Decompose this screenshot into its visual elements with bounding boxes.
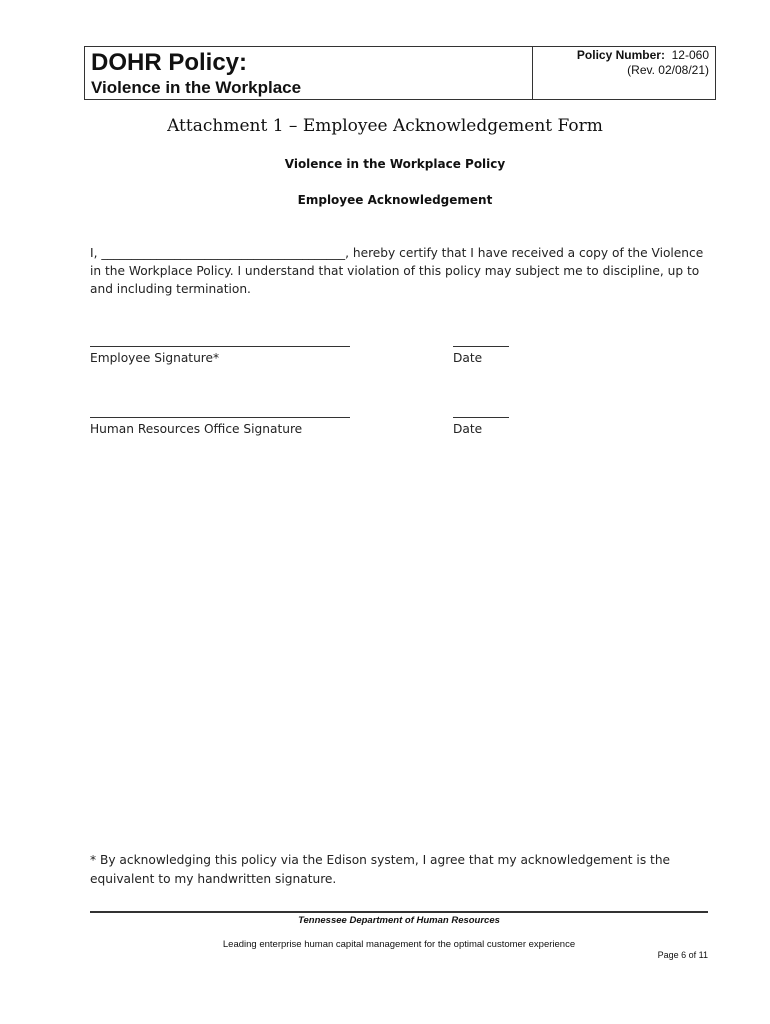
policy-number: 12-060 xyxy=(671,48,709,62)
signature-footnote: * By acknowledging this policy via the Edison system, I agree that my acknowledgement is the equivalent to my handwritten signature. xyxy=(90,853,671,886)
policy-header xyxy=(84,46,716,100)
policy-number-cell xyxy=(577,48,709,78)
page-number: Page 6 of 11 xyxy=(657,950,708,960)
section-title: Employee Acknowledgement xyxy=(297,193,493,207)
footer-tagline: Leading enterprise human capital management for the optimal customer experience xyxy=(222,939,576,950)
certification-statement: I, ________________________________________, hereby certify that I have received a copy of the Violence in the Workplace Policy. I understand that violation of this policy may subject me to discipline, up to and including termination. xyxy=(90,246,704,296)
hr-date-line[interactable] xyxy=(453,417,509,418)
policy-heading: DOHR Policy: xyxy=(91,49,248,76)
employee-date-label: Date xyxy=(453,351,483,365)
hr-signature-label: Human Resources Office Signature xyxy=(90,422,303,436)
hr-date-label: Date xyxy=(453,422,483,436)
employee-signature-line[interactable] xyxy=(90,346,350,347)
footer-divider xyxy=(90,911,708,913)
hr-signature-line[interactable] xyxy=(90,417,350,418)
revision-date: (Rev. 02/08/21) xyxy=(627,63,709,77)
policy-subheading: Violence in the Workplace xyxy=(91,78,302,97)
policy-number-label: Policy Number: xyxy=(576,48,665,62)
employee-date-line[interactable] xyxy=(453,346,509,347)
footer-department: Tennessee Department of Human Resources xyxy=(298,915,500,926)
policy-title-cell xyxy=(85,47,533,99)
attachment-title: Attachment 1 – Employee Acknowledgement Form xyxy=(167,116,603,136)
policy-name: Violence in the Workplace Policy xyxy=(284,157,506,171)
employee-signature-label: Employee Signature* xyxy=(90,351,220,365)
